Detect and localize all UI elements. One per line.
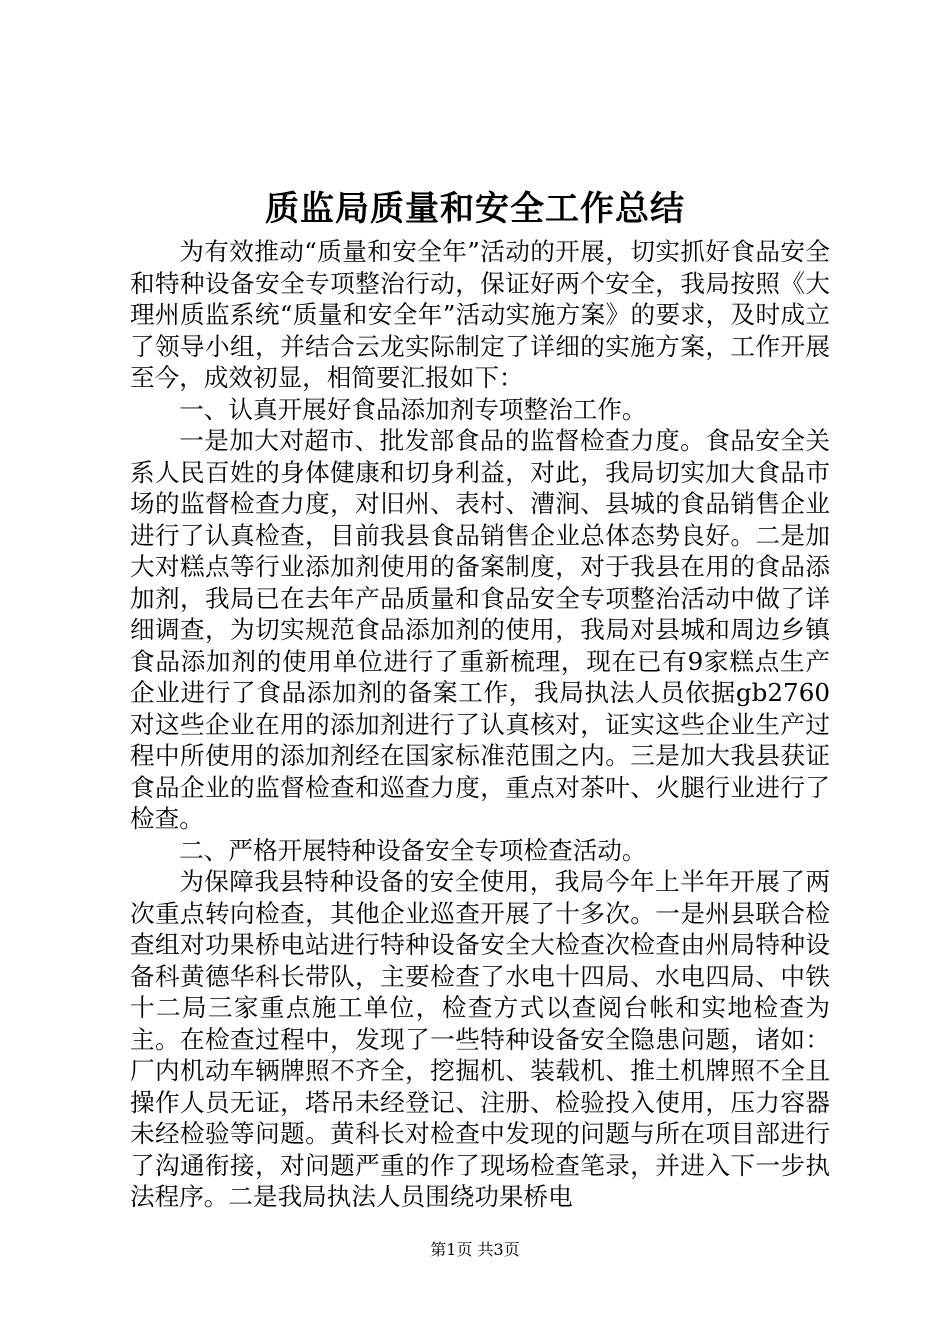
section-heading-food-additives: 一、认真开展好食品添加剂专项整治工作。: [179, 394, 647, 424]
paragraph-food-additives: 一是加大对超市、批发部食品的监督检查力度。食品安全关系人民百姓的身体健康和切身利益，对此，我局切实加大食品市场的监督检查力度，对旧州、表村、漕涧、县城的食品销售企业进行了认真检查，目前我县食品销售企业总体态势良好。二是加大对糕点等行业添加剂使用的备案制度，对于我县在用的食品添加剂，我局已在去年产品质量和食品安全专项整治活动中做了详细调查，为切实规范食品添加剂的使用，我局对县城和周边乡镇食品添加剂的使用单位进行了重新梳理，现在已有9家糕点生产企业进行了食品添加剂的备案工作，我局执法人员依据gb2760对这些企业在用的添加剂进行了认真核对，证实这些企业生产过程中所使用的添加剂经在国家标准范围之内。三是加大我县获证食品企业的监督检查和巡查力度，重点对茶叶、火腿行业进行了检查。: [130, 426, 830, 833]
paragraph-special-equipment: 为保障我县特种设备的安全使用，我局今年上半年开展了两次重点转向检查，其他企业巡查开展了十多次。一是州县联合检查组对功果桥电站进行特种设备安全大检查次检查由州局特种设备科黄德华科长带队，主要检查了水电十四局、水电四局、中铁十二局三家重点施工单位，检查方式以查阅台帐和实地检查为主。在检查过程中，发现了一些特种设备安全隐患问题，诸如：厂内机动车辆牌照不齐全，挖掘机、装载机、推土机牌照不全且操作人员无证，塔吊未经登记、注册、检验投入使用，压力容器未经检验等问题。黄科长对检查中发现的问题与所在项目部进行了沟通衔接，对问题严重的作了现场检查笔录，并进入下一步执法程序。二是我局执法人员围绕功果桥电: [130, 867, 830, 1211]
paragraph-intro: 为有效推动“质量和安全年”活动的开展，切实抓好食品安全和特种设备安全专项整治行动，保证好两个安全，我局按照《大理州质监系统“质量和安全年”活动实施方案》的要求，及时成立了领导小组，并结合云龙实际制定了详细的实施方案，工作开展至今，成效初显，相简要汇报如下：: [130, 237, 830, 392]
document-body: [130, 236, 830, 1213]
page-number-footer: 第1页 共3页: [430, 1240, 520, 1259]
section-heading-special-equipment: 二、严格开展特种设备安全专项检查活动。: [179, 835, 647, 865]
document-title: 质监局质量和安全工作总结: [265, 189, 685, 229]
